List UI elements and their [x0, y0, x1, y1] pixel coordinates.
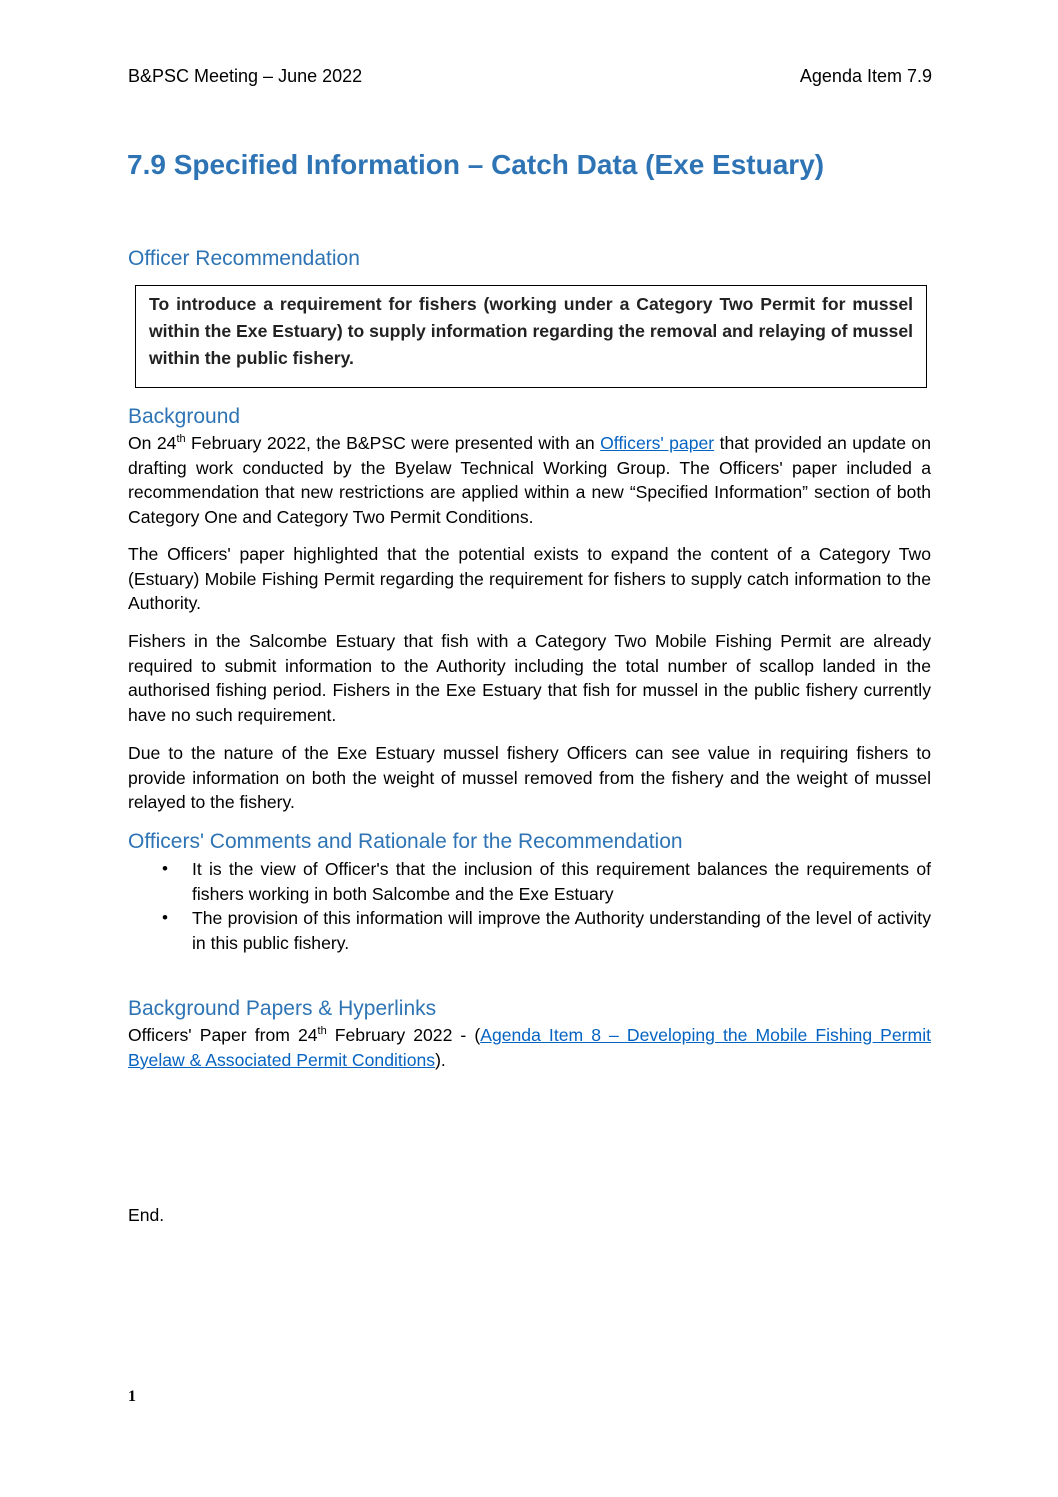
papers-middle: February 2022 - (: [326, 1025, 481, 1045]
header-meeting-title: B&PSC Meeting – June 2022: [128, 66, 363, 86]
papers-superscript: th: [317, 1025, 327, 1038]
background-paragraph-1: [128, 431, 931, 529]
background-p1-start: On 24: [128, 433, 177, 453]
comment-text: It is the view of Officer's that the inclusion of this requirement balances the requirements of fishers working in both Salcombe and the Exe Estuary: [192, 859, 931, 904]
background-papers-heading: Background Papers & Hyperlinks: [128, 997, 437, 1020]
papers-start: Officers' Paper from 24: [128, 1025, 318, 1045]
page-number: 1: [128, 1388, 136, 1405]
officer-recommendation-heading: Officer Recommendation: [128, 247, 360, 270]
background-heading: Background: [128, 405, 241, 428]
header-agenda-item: Agenda Item 7.9: [799, 66, 932, 86]
background-p1-superscript: th: [176, 433, 186, 446]
end-marker: End.: [128, 1205, 165, 1225]
bullet-icon: •: [162, 859, 168, 878]
recommendation-box: [135, 285, 927, 388]
page-title: 7.9 Specified Information – Catch Data (Exe Estuary): [127, 149, 825, 180]
background-p1-end: that provided an update on drafting work conducted by the Byelaw Technical Working Group. The Officers' paper included a recommendation that new restrictions are applied within a new “Specified Information” section of both Category One and Category Two Permit Conditions.: [128, 433, 931, 527]
list-item: [128, 906, 931, 955]
background-papers-paragraph: [128, 1023, 931, 1072]
background-paragraph-3: Fishers in the Salcombe Estuary that fish with a Category Two Mobile Fishing Permit are already required to submit information to the Authority including the total number of scallop landed in the authorised fishing period. Fishers in the Exe Estuary that fish for mussel in the public fishery currently have no such requirement.: [128, 631, 931, 725]
officers-paper-link[interactable]: Officers' paper: [600, 433, 715, 453]
papers-end: ).: [435, 1049, 446, 1070]
background-paragraph-4: Due to the nature of the Exe Estuary mussel fishery Officers can see value in requiring fishers to provide information on both the weight of mussel removed from the fishery and the weight of mussel relayed to the fishery.: [128, 743, 931, 812]
comments-list: [128, 857, 931, 955]
background-p1-middle: February 2022, the B&PSC were presented with an: [185, 433, 601, 453]
bullet-icon: •: [162, 908, 168, 927]
comments-heading: Officers' Comments and Rationale for the Recommendation: [128, 830, 683, 853]
background-paragraph-2: The Officers' paper highlighted that the potential exists to expand the content of a Category Two (Estuary) Mobile Fishing Permit regarding the requirement for fishers to supply catch information to the Authority.: [128, 544, 931, 613]
comment-text: The provision of this information will improve the Authority understanding of the level of activity in this public fishery.: [192, 908, 931, 953]
list-item: [128, 857, 931, 906]
agenda-item-8-link[interactable]: Agenda Item 8 – Developing the Mobile Fishing Permit Byelaw & Associated Permit Conditions: [128, 1025, 931, 1070]
recommendation-text: To introduce a requirement for fishers (working under a Category Two Permit for mussel within the Exe Estuary) to supply information regarding the removal and relaying of mussel within the public fishery.: [149, 294, 913, 368]
